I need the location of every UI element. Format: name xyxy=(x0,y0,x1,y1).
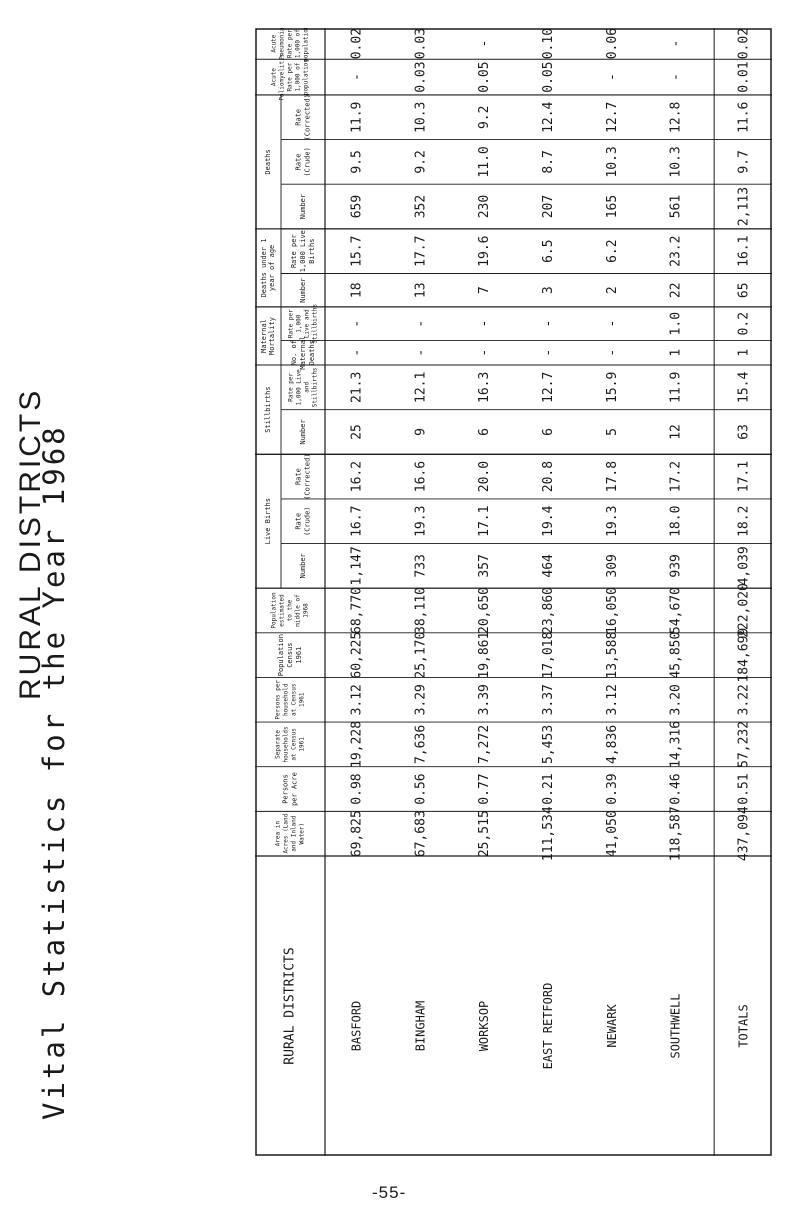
column-header-population_1968: middle of xyxy=(294,594,302,627)
table-cell: 12.8 xyxy=(668,101,684,133)
table-cell: 0.05 xyxy=(541,61,556,93)
table-cell: - xyxy=(604,348,620,357)
table-cell: 12 xyxy=(668,424,684,440)
section-heading: RURAL DISTRICTS xyxy=(14,387,47,700)
table-cell: 11.6 xyxy=(736,101,752,133)
table-cell: 2 xyxy=(604,286,620,295)
table-cell: 9.7 xyxy=(736,150,752,174)
column-header-separate_dwellings: households xyxy=(282,726,290,763)
table-cell: 1 xyxy=(668,348,684,357)
table-cell: 45,850 xyxy=(668,631,684,679)
column-header-maternal_deaths: No. of xyxy=(290,340,298,366)
table-cell: 3.37 xyxy=(541,684,556,716)
table-cell: 561 xyxy=(668,194,684,219)
table-cell: 38,110 xyxy=(413,587,429,634)
table-cell: - xyxy=(413,348,429,357)
table-cell: 20.0 xyxy=(477,460,493,493)
table-cell: 3.20 xyxy=(668,684,684,716)
table-cell: 15.9 xyxy=(604,371,620,403)
table-cell: 6 xyxy=(477,428,493,436)
column-header-population_1961: Population xyxy=(277,634,285,677)
table-cell: 16.3 xyxy=(477,371,493,403)
column-header-stillbirths_rate: and xyxy=(303,381,311,393)
table-cell: 165 xyxy=(604,194,620,219)
table-cell: - xyxy=(604,319,620,328)
table-cell: 207 xyxy=(541,194,556,219)
column-header-infant_deaths_rate: 1,000 Live xyxy=(299,230,307,273)
district-name: WORKSOP xyxy=(477,1000,492,1052)
table-cell: 0.02 xyxy=(349,28,365,60)
table-cell: 3.22 xyxy=(736,684,752,716)
table-cell: 67,683 xyxy=(413,810,429,858)
column-header-live_births_corrected: (Corrected) xyxy=(303,453,312,500)
table-cell: 17.8 xyxy=(604,460,620,493)
column-header-infant_deaths_rate: Rate per xyxy=(290,234,298,269)
table-cell: 3.12 xyxy=(349,684,365,716)
table-cell: 19.3 xyxy=(604,505,620,537)
column-header-acute_poliomyelitis: population xyxy=(302,59,310,96)
column-header-maternal_rate: Rate per xyxy=(287,309,295,339)
table-cell: - xyxy=(668,39,684,48)
column-header-persons_per_acre: per Acre xyxy=(290,772,299,806)
column-header-maternal_rate: Live and xyxy=(303,309,311,339)
table-cell: 118,587 xyxy=(668,806,684,862)
table-cell: 18.0 xyxy=(668,505,684,537)
column-header-population_1968: Population xyxy=(270,592,278,629)
table-cell: 12.7 xyxy=(541,371,556,403)
table-cell: 9.2 xyxy=(477,105,493,130)
district-name: SOUTHWELL xyxy=(668,993,683,1059)
page-title: Vital Statistics for the Year 1968 xyxy=(37,424,71,1120)
table-cell: 3.12 xyxy=(604,684,620,716)
column-header-population_1961: 1961 xyxy=(295,646,303,664)
table-cell: - xyxy=(477,348,493,357)
table-cell: - xyxy=(349,73,365,82)
table-cell: - xyxy=(541,319,556,328)
table-cell: 19.3 xyxy=(413,505,429,537)
column-header-persons_per_household: 1961 xyxy=(298,692,306,708)
table-cell: 5,453 xyxy=(541,724,556,764)
group-header: Live Births xyxy=(264,498,272,545)
table-cell: 6 xyxy=(541,428,556,436)
column-header-area: and Inland xyxy=(290,815,298,852)
column-header-infant_deaths_rate: Births xyxy=(308,238,316,264)
table-cell: 230 xyxy=(477,194,493,219)
district-name: TOTALS xyxy=(736,1004,751,1048)
table-cell: 7 xyxy=(477,286,493,295)
table-cell: 0.05 xyxy=(477,61,493,93)
column-header-area: Acres (Land xyxy=(282,813,290,854)
table-cell: 0.03 xyxy=(413,28,429,60)
column-header-population_1968: 1968 xyxy=(302,603,310,618)
table-cell: - xyxy=(413,319,429,328)
column-header-live_births_corrected: Rate xyxy=(294,468,303,486)
table-cell: 11.9 xyxy=(349,101,365,133)
table-cell: - xyxy=(477,319,493,328)
column-header-persons_per_household: at Census xyxy=(290,683,298,717)
table-cell: 60,225 xyxy=(349,631,365,679)
table-cell: 25,515 xyxy=(477,810,493,858)
table-cell: 184,699 xyxy=(736,627,752,683)
table-cell: 1 xyxy=(736,348,752,357)
table-cell: 17.2 xyxy=(668,460,684,493)
group-header: Maternal xyxy=(260,319,268,353)
table-cell: 3.39 xyxy=(477,684,493,716)
table-cell: 20.8 xyxy=(541,460,556,493)
table-cell: 13,588 xyxy=(604,631,620,679)
table-cell: 16.6 xyxy=(413,460,429,493)
table-cell: 17.1 xyxy=(477,505,493,537)
table-cell: 4,836 xyxy=(604,724,620,764)
column-header-persons_per_household: household xyxy=(282,683,290,717)
table-cell: 12.7 xyxy=(604,101,620,133)
table-cell: 7,636 xyxy=(413,724,429,764)
column-header-stillbirths_rate: Rate per xyxy=(287,372,295,402)
table-cell: 13 xyxy=(413,282,429,299)
table-cell: 10.3 xyxy=(413,101,429,133)
table-cell: 0.10 xyxy=(541,28,556,60)
table-cell: 16.1 xyxy=(736,235,752,267)
table-cell: 23.2 xyxy=(668,235,684,267)
column-header-maternal_rate: Stillbirths xyxy=(311,303,319,344)
table-cell: - xyxy=(349,319,365,328)
table-cell: 19.6 xyxy=(477,235,493,267)
column-header-stillbirths_rate: Stillbirths xyxy=(311,367,319,408)
column-header-live_births_number: Number xyxy=(299,553,307,579)
table-cell: 8.7 xyxy=(541,150,556,174)
table-cell: 0.39 xyxy=(604,773,620,805)
table-cell: - xyxy=(541,348,556,357)
table-cell: 54,670 xyxy=(668,587,684,634)
table-cell: 57,232 xyxy=(736,720,752,768)
table-cell: 19.4 xyxy=(541,505,556,537)
table-cell: 68,770 xyxy=(349,587,365,634)
statistics-table-svg xyxy=(255,28,772,1156)
column-header-deaths_corrected: (Corrected) xyxy=(303,94,312,141)
column-header-acute_pneumonia: population xyxy=(302,28,310,62)
statistics-table xyxy=(255,28,772,1156)
table-cell: 1,147 xyxy=(349,546,365,586)
table-cell: 3 xyxy=(541,286,556,295)
table-cell: 5 xyxy=(604,428,620,436)
table-cell: 17.1 xyxy=(736,460,752,493)
column-header-population_1968: to the xyxy=(286,599,294,622)
table-cell: 437,094 xyxy=(736,806,752,862)
table-cell: 464 xyxy=(541,554,556,578)
column-header-live_births_crude: (Crude) xyxy=(303,506,312,536)
table-cell: 9 xyxy=(413,428,429,436)
column-header-acute_pneumonia: 1,000 of xyxy=(294,29,302,59)
district-name: BINGHAM xyxy=(413,1000,428,1052)
table-cell: 0.21 xyxy=(541,773,556,805)
district-name: BASFORD xyxy=(349,1000,364,1052)
table-cell: 0.01 xyxy=(736,61,752,93)
table-cell: 65 xyxy=(736,282,752,299)
column-header-population_1968: estimated xyxy=(278,594,286,627)
table-cell: 23,860 xyxy=(541,587,556,634)
column-header-deaths_crude: Rate xyxy=(294,153,303,171)
table-cell: 4,039 xyxy=(736,546,752,586)
table-cell: 7,272 xyxy=(477,724,493,764)
table-cell: 3.29 xyxy=(413,684,429,716)
table-cell: 6.2 xyxy=(604,239,620,263)
group-header: Deaths under 1 xyxy=(260,238,268,298)
table-cell: 19,861 xyxy=(477,631,493,679)
column-header-separate_dwellings: 1961 xyxy=(298,737,306,752)
table-cell: 15.4 xyxy=(736,371,752,403)
table-cell: 12.4 xyxy=(541,101,556,133)
table-cell: 15.7 xyxy=(349,235,365,267)
table-cell: 659 xyxy=(349,194,365,219)
table-cell: 10.3 xyxy=(604,146,620,178)
table-cell: 0.77 xyxy=(477,773,493,805)
column-header-separate_dwellings: at Census xyxy=(290,728,298,761)
column-header-stillbirths_rate: 1,000 Live xyxy=(295,369,303,406)
column-header-area: Water) xyxy=(298,822,306,845)
column-header-maternal_deaths: Deaths xyxy=(308,340,316,366)
table-cell: 14,316 xyxy=(668,720,684,768)
table-cell: 12.1 xyxy=(413,371,429,403)
table-cell: - xyxy=(477,39,493,48)
column-header-separate_dwellings: Separate xyxy=(274,729,282,759)
table-cell: 16,050 xyxy=(604,587,620,634)
column-header-persons_per_acre: Persons xyxy=(281,774,290,804)
table-cell: - xyxy=(604,73,620,82)
column-header-population_1961: Census xyxy=(286,642,294,668)
district-name: NEWARK xyxy=(604,1004,619,1048)
column-header-area: Area in xyxy=(274,821,282,847)
table-cell: 9.2 xyxy=(413,150,429,174)
table-cell: 0.2 xyxy=(736,311,752,336)
table-cell: 939 xyxy=(668,554,684,578)
table-cell: 16.7 xyxy=(349,505,365,537)
column-header-live_births_crude: Rate xyxy=(294,512,303,530)
column-header-deaths_corrected: Rate xyxy=(294,108,303,126)
table-cell: 11.0 xyxy=(477,146,493,178)
column-header-acute_pneumonia: Acute xyxy=(270,34,278,53)
table-cell: 63 xyxy=(736,424,752,440)
table-cell: 6.5 xyxy=(541,239,556,263)
table-cell: 18.2 xyxy=(736,505,752,537)
column-header-acute_poliomyelitis: 1,000 of xyxy=(294,62,302,92)
table-cell: 0.06 xyxy=(604,28,620,60)
table-cell: 69,825 xyxy=(349,810,365,858)
table-cell: 111,534 xyxy=(541,806,556,862)
table-cell: 0.02 xyxy=(736,28,752,60)
group-header: Deaths xyxy=(264,149,272,175)
table-cell: 21.3 xyxy=(349,371,365,403)
column-header-stillbirths_number: Number xyxy=(299,419,307,445)
table-cell: - xyxy=(668,73,684,82)
table-cell: 352 xyxy=(413,194,429,219)
table-cell: 25,170 xyxy=(413,631,429,679)
table-cell: 41,050 xyxy=(604,810,620,858)
table-cell: 357 xyxy=(477,554,493,578)
table-cell: 25 xyxy=(349,424,365,440)
table-cell: 19,228 xyxy=(349,720,365,768)
column-header-deaths_number: Number xyxy=(299,193,307,220)
table-cell: 309 xyxy=(604,554,620,578)
corner-label: RURAL DISTRICTS xyxy=(282,947,298,1065)
column-header-acute_pneumonia: Rate per xyxy=(286,29,294,59)
table-cell: 17,018 xyxy=(541,631,556,679)
column-header-maternal_rate: 1,000 xyxy=(295,314,303,333)
column-header-persons_per_household: Persons per xyxy=(274,679,282,720)
table-cell: 733 xyxy=(413,554,429,578)
table-cell: 0.51 xyxy=(736,773,752,805)
table-cell: 1.0 xyxy=(668,311,684,336)
column-header-acute_poliomyelitis: Rate per xyxy=(286,62,294,92)
column-header-infant_deaths_number: Number xyxy=(299,277,307,303)
column-header-acute_poliomyelitis: Acute xyxy=(270,68,278,87)
table-cell: 9.5 xyxy=(349,150,365,174)
table-cell: 18 xyxy=(349,282,365,299)
table-cell: 17.7 xyxy=(413,235,429,267)
group-header: year of age xyxy=(268,244,276,292)
table-cell: 222,020 xyxy=(736,583,752,638)
table-cell: 2,113 xyxy=(736,186,752,227)
table-cell: 0.03 xyxy=(413,61,429,93)
column-header-deaths_crude: (Crude) xyxy=(303,147,312,177)
table-cell: 0.46 xyxy=(668,773,684,805)
table-border xyxy=(256,29,771,1155)
table-cell: 11.9 xyxy=(668,371,684,403)
column-header-acute_poliomyelitis: Poliomyelitis xyxy=(278,53,286,101)
table-cell: - xyxy=(349,348,365,357)
district-name: EAST RETFORD xyxy=(541,982,555,1070)
table-cell: 0.98 xyxy=(349,773,365,805)
table-cell: 0.56 xyxy=(413,773,429,805)
column-header-maternal_deaths: Maternal xyxy=(299,335,307,370)
group-header: Mortality xyxy=(268,317,276,355)
table-cell: 16.2 xyxy=(349,460,365,493)
table-cell: 20,650 xyxy=(477,587,493,634)
page-number: -55- xyxy=(372,1183,407,1202)
table-cell: 22 xyxy=(668,282,684,299)
column-header-acute_pneumonia: Pneumonia xyxy=(278,28,286,60)
group-header: Stillbirths xyxy=(264,386,272,433)
table-cell: 10.3 xyxy=(668,146,684,178)
